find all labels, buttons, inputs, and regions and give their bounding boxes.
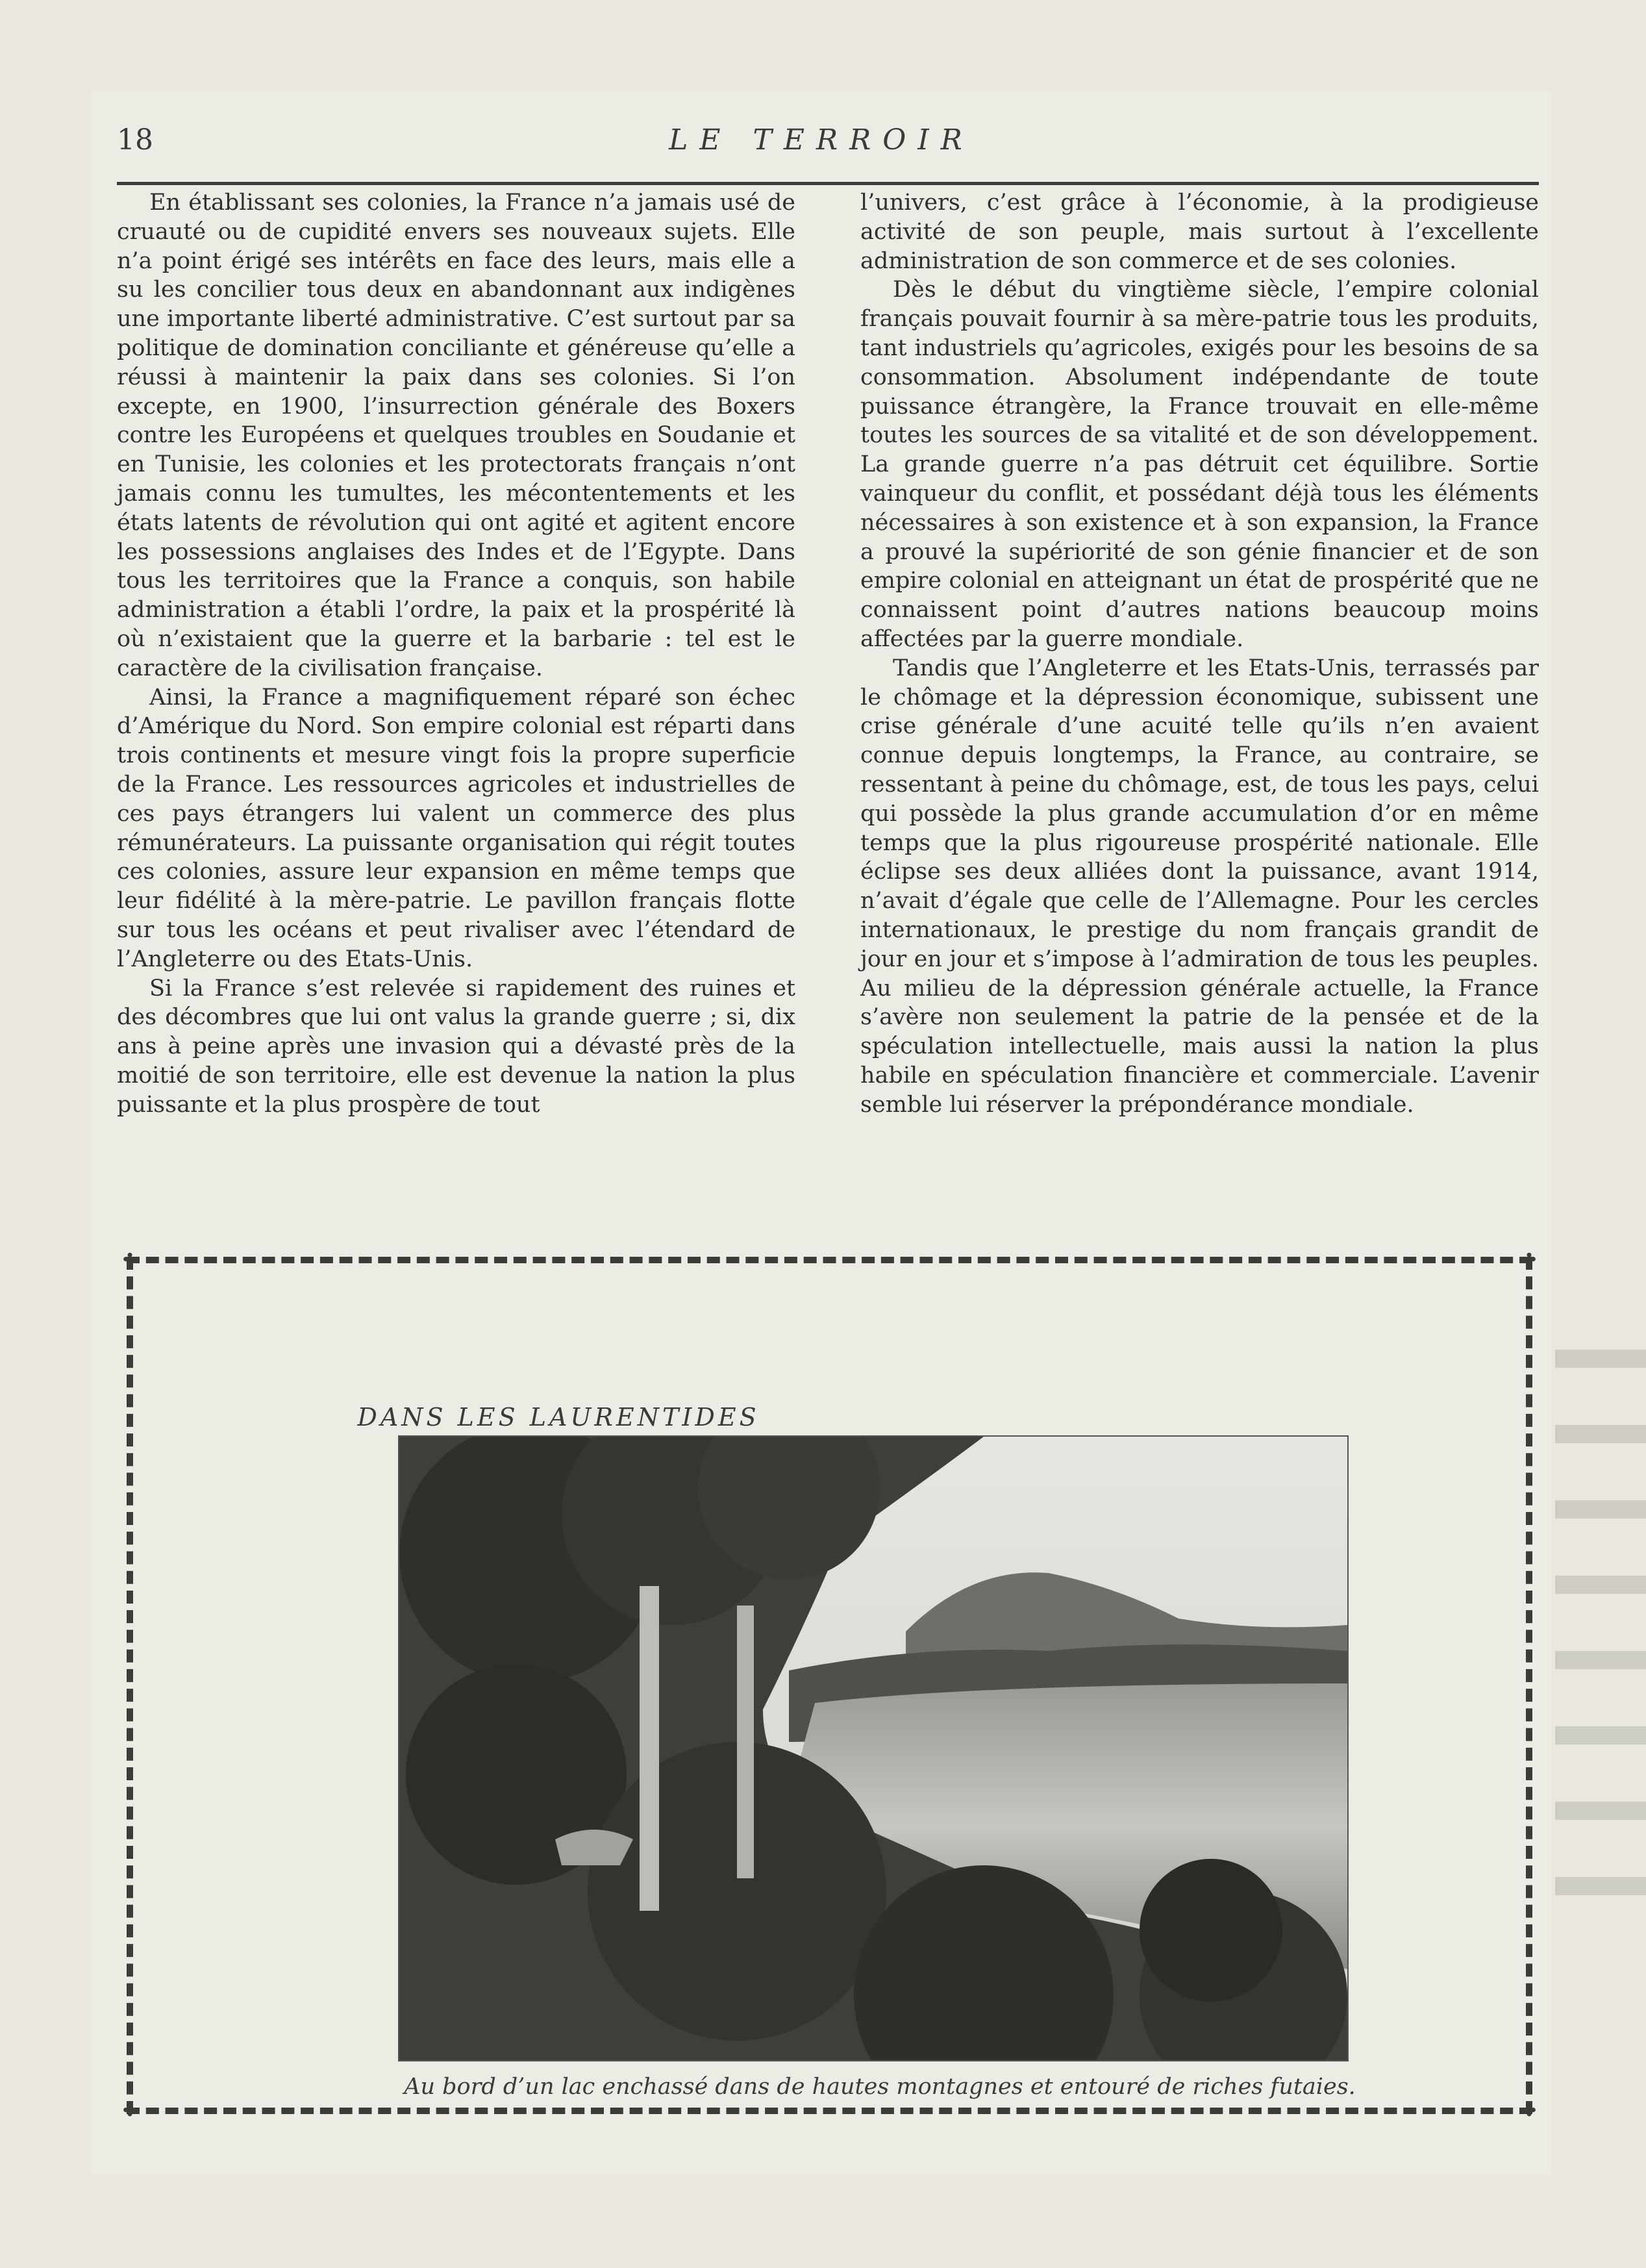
paragraph: Dès le début du vingtième siècle, l’empire colonial français pouvait fournir à sa mère-patrie tous les produits, tant industriels qu’agricoles, exigés pour les besoins de sa consommation. Absolument indépendante de toute puissance étrangère, la France trouvait en elle-même toutes les sources de sa vitalité et de son développement. La grande guerre n’a pas détruit cet équilibre. Sortie vainqueur du conflit, et possédant déjà tous les éléments nécessaires à son existence et à son expansion, la France a prouvé la supériorité de son génie financier et de son empire colonial en atteignant un état de prospérité que ne connaissent point d’autres nations beaucoup moins affectées par la guerre mondiale. <box>860 277 1539 652</box>
article-columns <box>117 188 1539 1305</box>
ornament-icon: ✤ <box>1522 1250 1536 1270</box>
photo-title: DANS LES LAURENTIDES <box>357 1403 760 1431</box>
column-right <box>860 188 1539 1305</box>
page-number: 18 <box>117 123 153 157</box>
landscape-photo <box>398 1435 1349 2061</box>
paragraph: Si la France s’est relevée si rapidement des ruines et des décombres que lui ont valus la grande guerre ; si, dix ans à peine après une invasion qui a dévasté près de la moitié de son territoire, elle est devenue la nation la plus puissante et la plus prospère de tout <box>117 975 795 1118</box>
photo-caption: Au bord d’un lac enchassé dans de hautes montagnes et entouré de riches futaies. <box>404 2074 1356 2100</box>
paragraph: Ainsi, la France a magnifiquement réparé son échec d’Amérique du Nord. Son empire colonial est réparti dans trois continents et mesure vingt fois la propre superficie de la France. Les ressources agricoles et industrielles de ces pays étrangers lui valent un commerce des plus rémunérateurs. La puissante organisation qui régit toutes ces colonies, assure leur expansion en même temps que leur fidélité à la mère-patrie. Le pavillon français flotte sur tous les océans et peut rivaliser avec l’étendard de l’Angleterre ou des Etats-Unis. <box>117 684 795 972</box>
magazine-page <box>91 91 1552 2176</box>
journal-title: LE TERROIR <box>669 123 974 157</box>
paragraph: En établissant ses colonies, la France n’a jamais usé de cruauté ou de cupidité envers ses nouveaux sujets. Elle n’a point érigé ses intérêts en face des leurs, mais elle a su les concilier tous deux en abandonnant aux indigènes une importante liberté administrative. C’est surtout par sa politique de domination conciliante et généreuse qu’elle a réussi à maintenir la paix dans ses colonies. Si l’on excepte, en 1900, l’insurrection générale des Boxers contre les Européens et quelques troubles en Soudanie et en Tunisie, les colonies et les protectorats français n’ont jamais connu les tumultes, les mécontentements et les états latents de révolution qui ont agité et agitent encore les possessions anglaises des Indes et de l’Egypte. Dans tous les territoires que la France a conquis, son habile administration a établi l’ordre, la paix et la prospérité là où n’existaient que la guerre et la barbarie : tel est le caractère de la civilisation française. <box>117 190 795 681</box>
paragraph: l’univers, c’est grâce à l’économie, à la prodigieuse activité de son peuple, mais surtout à l’excellente administration de son commerce et de ses colonies. <box>860 190 1539 274</box>
bleed-through-text <box>1555 1292 1646 2007</box>
ornament-icon: ✤ <box>123 2101 137 2121</box>
column-left <box>117 188 795 1305</box>
ornament-icon: ✤ <box>1522 2101 1536 2121</box>
header-rule <box>117 182 1539 185</box>
lake-landscape-illustration <box>399 1437 1347 2060</box>
ornament-icon: ✤ <box>123 1250 137 1270</box>
paragraph: Tandis que l’Angleterre et les Etats-Unis, terrassés par le chômage et la dépression économique, subissent une crise générale d’une acuité telle qu’ils n’en avaient connue depuis longtemps, la France, au contraire, se ressentant à peine du chômage, est, de tous les pays, celui qui possède la plus grande accumulation d’or en même temps que la plus rigoureuse prospérité nationale. Elle éclipse ses deux alliées dont la puissance, avant 1914, n’avait d’égale que celle de l’Allemagne. Pour les cercles internationaux, le prestige du nom français grandit de jour en jour et s’impose à l’admiration de tous les peuples. Au milieu de la dépression générale actuelle, la France s’avère non seulement la patrie de la pensée et de la spéculation intellectuelle, mais aussi la nation la plus habile en spéculation financière et commerciale. L’avenir semble lui réserver la prépondérance mondiale. <box>860 655 1539 1118</box>
photo-frame <box>123 1250 1536 2121</box>
page-header <box>91 107 1552 185</box>
